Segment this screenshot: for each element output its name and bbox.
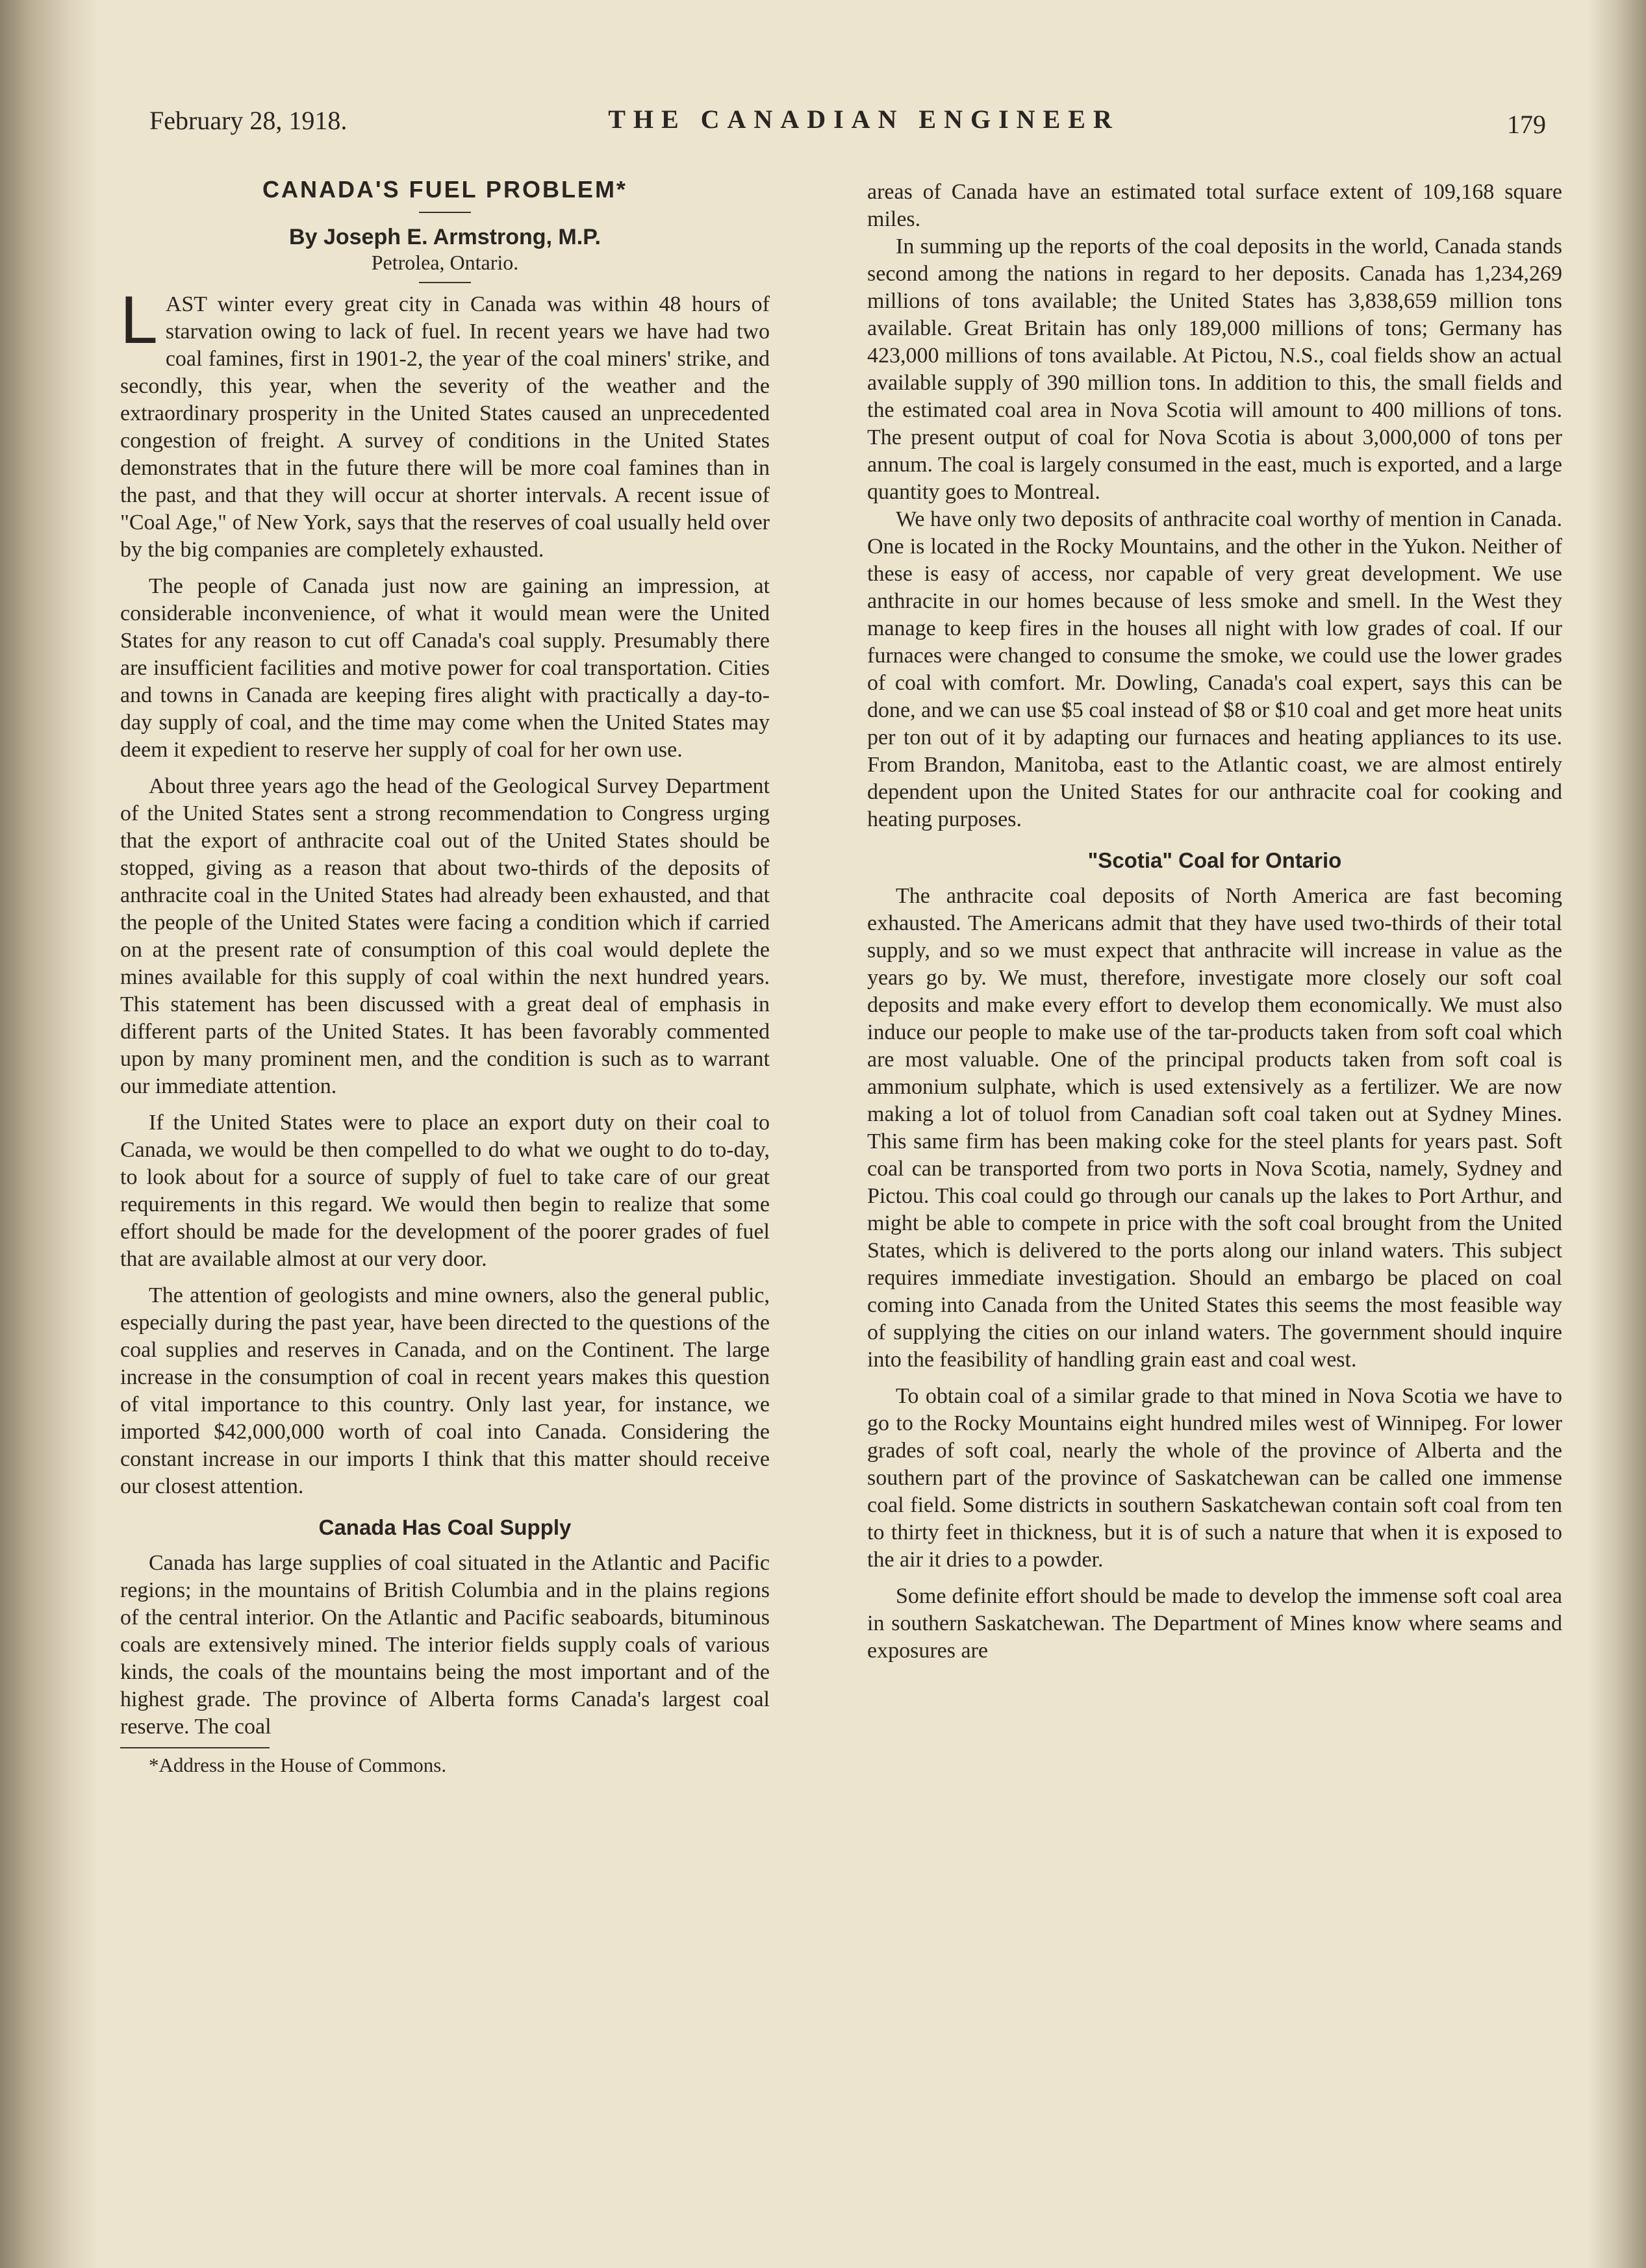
paragraph: If the United States were to place an export duty on their coal to Canada, we would be then compelled to do what we ought to do to-day, to look about for a source of supply of fuel to take care of our great requirements in this regard. We would then begin to realize that some effort should be made for the development of the poorer grades of fuel that are available almost at our very door. (120, 1111, 770, 1271)
left-column (120, 175, 770, 1777)
issue-date: February 28, 1918. (149, 106, 348, 135)
paragraph: About three years ago the head of the Geological Survey Department of the United States sent a strong recommendation to Congress urging that the export of anthracite coal out of the United States should be stopped, giving as a reason that about two-thirds of the deposits of anthracite coal in the United States had already been exhausted, and that the people of the United States were facing a condition which if carried on at the present rate of consumption of this coal would deplete the mines available for this supply of coal within the next hundred years. This statement has been discussed with a great deal of emphasis in different parts of the United States. It has been favorably commented upon by many prominent men, and the condition is such as to warrant our immediate attention. (120, 774, 770, 1098)
page-binding-shadow (0, 0, 97, 2268)
paragraph: The anthracite coal deposits of North America are fast becoming exhausted. The Americans admit that they have used two-thirds of their total supply, and so we must expect that anthracite will increase in value as the years go by. We must, therefore, investigate more closely our soft coal deposits and make every effort to develop them economically. We must also induce our people to make use of the tar-products taken from soft coal which are most valuable. One of the principal products taken from soft coal is ammonium sulphate, which is used extensively as a fertilizer. We are now making a lot of toluol from Canadian soft coal taken out at Sydney Mines. This same firm has been making coke for the steel plants for years past. Soft coal can be transported from two ports in Nova Scotia, namely, Sydney and Pictou. This coal could go through our canals up the lakes to Port Arthur, and might be able to compete in price with the soft coal brought from the United States, which is delivered to the ports along our inland waters. This subject requires immediate investigation. Should an embargo be placed on coal coming into Canada from the United States this seems the most feasible way of supplying the cities on our inland waters. The government should inquire into the feasibility of handling grain east and coal west. (867, 884, 1562, 1372)
right-column (867, 179, 1562, 1665)
paragraph: Canada has large supplies of coal situated in the Atlantic and Pacific regions; in the mountains of British Columbia and in the plains regions of the central interior. On the Atlantic and Pacific seaboards, bituminous coals are extensively mined. The interior fields supply coals of various kinds, the coals of the mountains being the most important and of the highest grade. The province of Alberta forms Canada's largest coal reserve. The coal (120, 1551, 770, 1739)
journal-title: THE CANADIAN ENGINEER (608, 105, 1120, 134)
footnote-divider (120, 1747, 270, 1748)
paragraph: To obtain coal of a similar grade to that mined in Nova Scotia we have to go to the Rocky Mountains eight hundred miles west of Winnipeg. For lower grades of soft coal, nearly the whole of the province of Alberta and the southern part of the province of Saskatchewan can be called one immense coal field. Some districts in southern Saskatchewan contain soft coal from ten to thirty feet in thickness, but it is of such a nature that when it is exposed to the air it dries to a powder. (867, 1384, 1562, 1572)
page-header (149, 97, 1552, 149)
drop-cap: L (120, 283, 158, 358)
byline-divider (419, 282, 471, 283)
section-heading: Canada Has Coal Supply (318, 1515, 572, 1539)
article-title: CANADA'S FUEL PROBLEM* (262, 176, 627, 203)
page-edge-shadow (1588, 0, 1646, 2268)
paragraph: AST winter every great city in Canada was within 48 hours of starvation owing to lack of fuel. In recent years we have had two coal famines, first in 1901-2, the year of the coal miners' strike, and secondly, this year, when the severity of the weather and the extraordinary prosperity in the United States caused an unprecedented congestion of freight. A survey of conditions in the United States demonstrates that in the future there will be more coal famines than in the past, and that they will occur at shorter intervals. A recent issue of "Coal Age," of New York, says that the reserves of coal usually held over by the big companies are completely exhausted. (120, 292, 770, 562)
section-heading: "Scotia" Coal for Ontario (1087, 848, 1342, 872)
paragraph: The people of Canada just now are gaining an impression, at considerable inconvenience, of what it would mean were the United States for any reason to cut off Canada's coal supply. Presumably there are insufficient facilities and motive power for coal transportation. Cities and towns in Canada are keeping fires alight with practically a day-to-day supply of coal, and the time may come when the United States may deem it expedient to reserve her supply of coal for her own use. (120, 574, 770, 762)
footnote: *Address in the House of Commons. (149, 1754, 447, 1776)
paragraph: The attention of geologists and mine owners, also the general public, especially during the past year, have been directed to the questions of the coal supplies and reserves in Canada, and on the Continent. The large increase in the consumption of coal in recent years makes this question of vital importance to this country. Only last year, for instance, we imported $42,000,000 worth of coal into Canada. Considering the constant increase in our imports I think that this matter should receive our closest attention. (120, 1283, 770, 1498)
title-divider (419, 212, 471, 213)
author-location: Petrolea, Ontario. (371, 251, 519, 274)
paragraph: areas of Canada have an estimated total surface extent of 109,168 square miles. (867, 180, 1562, 231)
page-number: 179 (1507, 110, 1546, 139)
author-byline: By Joseph E. Armstrong, M.P. (289, 225, 601, 249)
paragraph: In summing up the reports of the coal deposits in the world, Canada stands second among the nations in regard to her deposits. Canada has 1,234,269 millions of tons available; the United States has 3,838,659 million tons available. Great Britain has only 189,000 millions of tons; Germany has 423,000 millions of tons available. At Pictou, N.S., coal fields show an actual available supply of 390 million tons. In addition to this, the small fields and the estimated coal area in Nova Scotia will amount to 400 millions of tons. The present output of coal for Nova Scotia is about 3,000,000 of tons per annum. The coal is largely consumed in the east, much is exported, and a large quantity goes to Montreal. (867, 234, 1562, 504)
opening-paragraph (120, 283, 770, 564)
paragraph: We have only two deposits of anthracite coal worthy of mention in Canada. One is located in the Rocky Mountains, and the other in the Yukon. Neither of these is easy of access, nor capable of very great development. We use anthracite in our homes because of less smoke and smell. In the West they manage to keep fires in the houses all night with low grades of coal. If our furnaces were changed to consume the smoke, we could use the lower grades of coal with comfort. Mr. Dowling, Canada's coal expert, says this can be done, and we can use $5 coal instead of $8 or $10 coal and get more heat units per ton out of it by adapting our furnaces and heating appliances to its use. From Brandon, Manitoba, east to the Atlantic coast, we are almost entirely dependent upon the United States for our anthracite coal for cooking and heating purposes. (867, 507, 1562, 831)
paragraph: Some definite effort should be made to develop the immense soft coal area in southern Saskatchewan. The Department of Mines know where seams and exposures are (867, 1584, 1562, 1663)
